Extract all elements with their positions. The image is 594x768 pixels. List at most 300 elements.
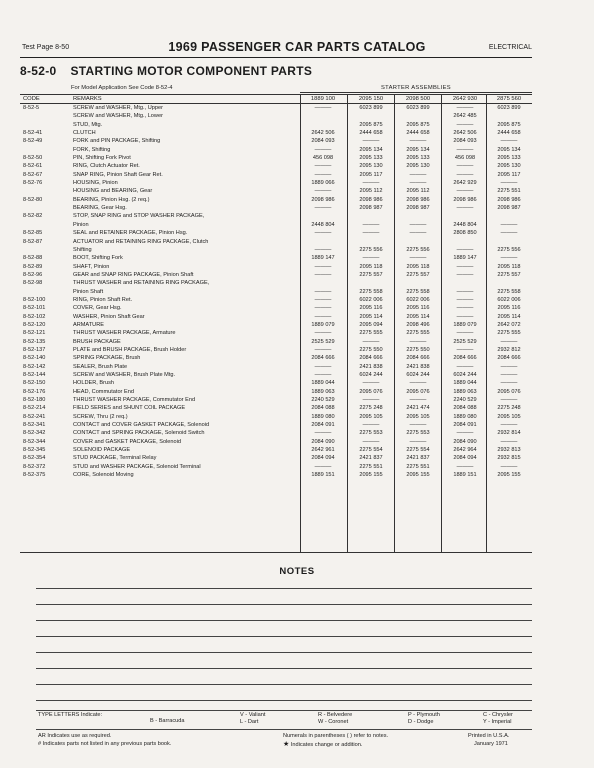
- type-letter-v: V - Valiant: [240, 712, 266, 718]
- part-code: 8-52-372: [23, 463, 46, 470]
- table-row: [20, 162, 532, 170]
- part-remarks: Pinion Shaft: [73, 288, 104, 295]
- print-date: January 1971: [474, 741, 508, 747]
- part-code: 8-52-345: [23, 447, 46, 454]
- part-no-2642-930: ———: [456, 430, 474, 437]
- part-no-2095-150: ———: [362, 221, 380, 228]
- part-no-2875-560: 2275 248: [497, 405, 521, 412]
- part-remarks: SEALER, Brush Plate: [73, 363, 128, 370]
- type-letter-y: Y - Imperial: [483, 719, 512, 725]
- part-code: 8-52-89: [23, 263, 43, 270]
- part-no-2095-150: ———: [362, 180, 380, 187]
- numerals-note: Numerals in parentheses ( ) refer to notes.: [283, 733, 389, 739]
- part-no-2642-930: 456 098: [454, 155, 476, 162]
- part-no-1889-100: ———: [314, 463, 332, 470]
- part-no-2875-560: 2095 134: [497, 146, 521, 153]
- part-code: 8-52-241: [23, 413, 46, 420]
- part-no-2642-930: ———: [456, 146, 474, 153]
- part-no-2095-150: 2095 094: [359, 321, 383, 328]
- ar-note: AR Indicates use as required.: [38, 733, 112, 739]
- part-no-2642-930: 2642 485: [453, 113, 477, 120]
- col-header-1889-100: 1889 100: [310, 96, 336, 102]
- part-no-2875-560: 2444 658: [497, 130, 521, 137]
- part-no-2095-150: 2095 133: [359, 155, 383, 162]
- table-row: [20, 212, 532, 220]
- part-remarks: WASHER, Pinion Shaft Gear: [73, 313, 145, 320]
- col-header-2098-500: 2098 500: [405, 96, 431, 102]
- part-no-2095-150: 2095 114: [359, 313, 383, 320]
- part-no-2875-560: ———: [500, 372, 518, 378]
- table-row: [20, 413, 532, 421]
- table-row: [20, 204, 532, 212]
- part-remarks: FORK, Shifting: [73, 146, 111, 153]
- part-no-2095-150: 2095 155: [359, 472, 383, 479]
- part-no-2098-500: 2095 134: [406, 146, 430, 153]
- part-code: 8-52-50: [23, 155, 43, 162]
- table-row: [20, 321, 532, 329]
- table-row: [20, 396, 532, 404]
- part-no-2642-930: 2098 986: [453, 196, 477, 203]
- note-line: [36, 668, 532, 669]
- table-row: [20, 121, 532, 129]
- part-no-1889-100: 2084 091: [311, 422, 335, 429]
- part-no-2095-150: 2095 076: [359, 388, 383, 395]
- part-no-2875-560: 2275 556: [497, 246, 521, 253]
- table-row: [20, 438, 532, 446]
- part-no-2095-150: 2275 556: [359, 246, 383, 253]
- part-no-2095-150: 2275 550: [359, 346, 383, 353]
- printed-note: Printed in U.S.A.: [468, 733, 510, 739]
- part-no-2642-930: 1889 147: [453, 255, 477, 262]
- part-no-2098-500: 2275 551: [406, 463, 430, 470]
- notes-title: NOTES: [279, 566, 315, 577]
- part-no-2098-500: 2095 076: [406, 388, 430, 395]
- part-no-2875-560: 2095 130: [497, 163, 521, 170]
- part-no-2875-560: 2098 987: [497, 205, 521, 212]
- part-no-2095-150: ———: [362, 230, 380, 237]
- part-no-1889-100: ———: [314, 163, 332, 170]
- part-no-2098-500: 2275 553: [406, 430, 430, 437]
- table-row: [20, 271, 532, 279]
- part-code: 8-52-140: [23, 355, 46, 362]
- part-no-2095-150: 6023 899: [359, 105, 383, 111]
- part-no-2095-150: 2275 554: [359, 447, 383, 454]
- part-no-2642-930: 2084 091: [453, 422, 477, 429]
- part-no-1889-100: ———: [314, 305, 332, 312]
- part-no-2642-930: ———: [456, 463, 474, 470]
- part-remarks: GEAR and SNAP RING PACKAGE, Pinion Shaft: [73, 271, 194, 278]
- part-no-2875-560: 2095 118: [497, 263, 521, 270]
- type-letter-d: D - Dodge: [408, 719, 434, 725]
- part-no-1889-100: ———: [314, 230, 332, 237]
- part-no-2098-500: 2275 558: [406, 288, 430, 295]
- part-code: 8-52-354: [23, 455, 46, 462]
- part-no-2095-150: 2275 557: [359, 271, 383, 278]
- part-no-2095-150: 2095 117: [359, 171, 383, 178]
- part-remarks: THRUST WASHER PACKAGE, Armature: [73, 330, 176, 337]
- part-no-2095-150: 2095 116: [359, 305, 383, 312]
- part-remarks: ARMATURE: [73, 321, 104, 328]
- part-no-2875-560: 2932 812: [497, 346, 521, 353]
- type-letter-p: P - Plymouth: [408, 712, 440, 718]
- part-no-2095-150: ———: [362, 438, 380, 445]
- part-no-2642-930: 2642 964: [453, 447, 477, 454]
- part-no-1889-100: 1889 079: [311, 321, 335, 328]
- star-note: [283, 741, 362, 749]
- part-no-1889-100: ———: [314, 288, 332, 295]
- part-no-2642-930: ———: [456, 121, 474, 128]
- table-row: [20, 388, 532, 396]
- part-no-2095-150: 2095 112: [359, 188, 383, 195]
- part-no-2875-560: 2095 114: [497, 313, 521, 320]
- table-row: [20, 379, 532, 387]
- part-no-2098-500: 6024 244: [406, 372, 430, 378]
- part-code: 8-52-76: [23, 180, 43, 187]
- part-no-2095-150: 2275 553: [359, 430, 383, 437]
- part-remarks: BOOT, Shifting Fork: [73, 255, 123, 262]
- section-heading: [20, 64, 312, 78]
- part-remarks: COVER, Gear Hsg.: [73, 305, 122, 312]
- part-no-2875-560: 2095 117: [497, 171, 521, 178]
- part-remarks: HOLDER, Brush: [73, 380, 115, 387]
- part-remarks: RING, Clutch Actuator Ret.: [73, 163, 140, 170]
- part-no-2095-150: ———: [362, 380, 380, 387]
- part-code: 8-52-67: [23, 171, 43, 178]
- part-no-1889-100: 456 098: [312, 155, 334, 162]
- part-no-2642-930: 1889 151: [453, 472, 477, 479]
- part-no-2875-560: ———: [500, 138, 518, 145]
- part-no-2642-930: 2084 088: [453, 405, 477, 412]
- part-remarks: FIELD SERIES and SHUNT COIL PACKAGE: [73, 405, 186, 412]
- part-no-2098-500: ———: [409, 397, 427, 404]
- part-no-2095-150: ———: [362, 422, 380, 429]
- part-code: 8-52-342: [23, 430, 46, 437]
- table-row: [20, 196, 532, 204]
- col-header-2642-930: 2642 930: [452, 96, 478, 102]
- part-no-2098-500: 2095 875: [406, 121, 430, 128]
- starter-assemblies-label: STARTER ASSEMBLIES: [381, 85, 451, 91]
- part-remarks: CONTACT and SPRING PACKAGE, Solenoid Switch: [73, 430, 205, 437]
- part-no-2875-560: ———: [500, 380, 518, 387]
- table-row: [20, 363, 532, 371]
- part-no-2095-150: 2095 875: [359, 121, 383, 128]
- part-no-2098-500: 2095 116: [406, 305, 430, 312]
- part-no-2095-150: 2275 551: [359, 463, 383, 470]
- part-code: 8-52-102: [23, 313, 46, 320]
- part-remarks: SNAP RING, Pinion Shaft Gear Ret.: [73, 171, 163, 178]
- part-no-1889-100: 1889 066: [311, 180, 335, 187]
- part-no-2875-560: ———: [500, 255, 518, 262]
- part-no-2642-930: ———: [456, 271, 474, 278]
- part-remarks: HOUSING and BEARING, Gear: [73, 188, 153, 195]
- part-no-2098-500: 2084 666: [406, 355, 430, 362]
- table-row: [20, 304, 532, 312]
- part-no-2875-560: 2932 813: [497, 447, 521, 454]
- part-no-2642-930: ———: [456, 188, 474, 195]
- part-no-2098-500: ———: [409, 138, 427, 145]
- part-no-2098-500: 2275 554: [406, 447, 430, 454]
- header-rule: [20, 57, 532, 58]
- part-remarks: CORE, Solenoid Moving: [73, 472, 134, 479]
- part-no-2642-930: 2448 804: [453, 221, 477, 228]
- part-no-2098-500: ———: [409, 171, 427, 178]
- part-no-2875-560: 2095 875: [497, 121, 521, 128]
- table-row: [20, 254, 532, 262]
- part-code: 8-52-98: [23, 280, 43, 287]
- note-line: [36, 684, 532, 685]
- part-no-2875-560: 2095 116: [497, 305, 521, 312]
- table-row: [20, 296, 532, 304]
- part-no-2098-500: 2095 155: [406, 472, 430, 479]
- part-no-2642-930: ———: [456, 171, 474, 178]
- part-no-1889-100: 2084 093: [311, 138, 335, 145]
- part-remarks: CLUTCH: [73, 130, 96, 137]
- table-row: [20, 187, 532, 195]
- part-code: 8-52-142: [23, 363, 46, 370]
- part-no-2642-930: 2642 506: [453, 130, 477, 137]
- col-header-2095-150: 2095 150: [358, 96, 384, 102]
- part-no-2095-150: 2095 105: [359, 413, 383, 420]
- part-no-2098-500: 2095 114: [406, 313, 430, 320]
- part-no-2095-150: 2421 838: [359, 363, 383, 370]
- part-no-2098-500: 2275 556: [406, 246, 430, 253]
- part-code: 8-52-61: [23, 163, 43, 170]
- part-no-2875-560: 6023 899: [497, 105, 521, 111]
- section-label: ELECTRICAL: [488, 44, 532, 51]
- type-letter-l: L - Dart: [240, 719, 259, 725]
- note-line: [36, 636, 532, 637]
- part-no-2095-150: ———: [362, 338, 380, 345]
- part-no-1889-100: 2084 090: [311, 438, 335, 445]
- part-no-2095-150: 2095 130: [359, 163, 383, 170]
- part-no-1889-100: 2084 088: [311, 405, 335, 412]
- part-no-2875-560: ———: [500, 422, 518, 429]
- part-no-1889-100: ———: [314, 430, 332, 437]
- part-no-1889-100: 1889 151: [311, 472, 335, 479]
- part-no-1889-100: ———: [314, 372, 332, 378]
- part-no-2642-930: 6024 244: [453, 372, 477, 378]
- part-code: 8-52-144: [23, 372, 46, 378]
- part-no-1889-100: ———: [314, 346, 332, 353]
- part-remarks: STUD, Mtg.: [73, 121, 103, 128]
- part-no-1889-100: ———: [314, 146, 332, 153]
- part-remarks: BEARING, Pinion Hsg. (2 req.): [73, 196, 150, 203]
- part-code: 8-52-375: [23, 472, 46, 479]
- part-remarks: Pinion: [73, 221, 89, 228]
- table-row: [20, 288, 532, 296]
- part-no-1889-100: 2084 666: [311, 355, 335, 362]
- part-no-2875-560: ———: [500, 180, 518, 187]
- part-remarks: RING, Pinion Shaft Ret.: [73, 296, 133, 303]
- part-no-1889-100: ———: [314, 271, 332, 278]
- part-no-2875-560: ———: [500, 230, 518, 237]
- part-no-1889-100: 2098 986: [311, 196, 335, 203]
- part-no-2095-150: ———: [362, 138, 380, 145]
- col-header-code: CODE: [23, 96, 40, 102]
- type-letters-label: TYPE LETTERS Indicate:: [38, 712, 103, 718]
- catalog-title: 1969 PASSENGER CAR PARTS CATALOG: [168, 40, 426, 54]
- table-row: [20, 179, 532, 187]
- part-no-1889-100: ———: [314, 105, 332, 111]
- part-remarks: PLATE and BRUSH PACKAGE, Brush Holder: [73, 346, 187, 353]
- part-no-2875-560: 2275 551: [497, 188, 521, 195]
- part-no-2875-560: 2932 815: [497, 455, 521, 462]
- part-no-2642-930: 2525 529: [453, 338, 477, 345]
- part-no-2642-930: 1889 080: [453, 413, 477, 420]
- part-remarks: SCREW and WASHER, Mtg., Lower: [73, 113, 163, 120]
- part-no-2098-500: ———: [409, 380, 427, 387]
- part-remarks: FORK and PIN PACKAGE, Shifting: [73, 138, 161, 145]
- part-no-1889-100: ———: [314, 246, 332, 253]
- part-no-2095-150: ———: [362, 397, 380, 404]
- part-no-2095-150: 2098 987: [359, 205, 383, 212]
- table-row: [20, 404, 532, 412]
- starter-rule: [300, 92, 532, 93]
- part-no-1889-100: 1889 063: [311, 388, 335, 395]
- part-no-2095-150: 2444 658: [359, 130, 383, 137]
- section-number: 8-52-0: [20, 64, 57, 78]
- table-row: [20, 429, 532, 437]
- note-line: [36, 700, 532, 701]
- table-row: [20, 371, 532, 379]
- part-remarks: STOP, SNAP RING and STOP WASHER PACKAGE,: [73, 213, 205, 220]
- part-no-2098-500: ———: [409, 338, 427, 345]
- part-no-2098-500: 2095 112: [406, 188, 430, 195]
- part-code: 8-52-121: [23, 330, 46, 337]
- part-no-1889-100: 1889 044: [311, 380, 335, 387]
- part-no-2642-930: 2084 090: [453, 438, 477, 445]
- part-code: 8-52-85: [23, 230, 43, 237]
- part-remarks: BEARING, Gear Hsg.: [73, 205, 127, 212]
- part-no-2095-150: 6024 244: [359, 372, 383, 378]
- part-no-2875-560: 2095 155: [497, 472, 521, 479]
- part-no-2642-930: 2240 529: [453, 397, 477, 404]
- part-no-2098-500: ———: [409, 422, 427, 429]
- table-row: [20, 146, 532, 154]
- part-no-2875-560: 2095 076: [497, 388, 521, 395]
- table-row: [20, 154, 532, 162]
- note-line: [36, 604, 532, 605]
- table-row: [20, 354, 532, 362]
- part-no-2875-560: 2098 986: [497, 196, 521, 203]
- part-remarks: CONTACT and COVER GASKET PACKAGE, Solenoid: [73, 422, 210, 429]
- table-row: [20, 112, 532, 120]
- part-no-2095-150: 2421 837: [359, 455, 383, 462]
- footer-rule: [36, 710, 532, 711]
- part-no-1889-100: ———: [314, 263, 332, 270]
- part-no-2098-500: 2421 474: [406, 405, 430, 412]
- part-code: 8-52-137: [23, 346, 46, 353]
- part-remarks: COVER and GASKET PACKAGE, Solenoid: [73, 438, 181, 445]
- table-row: [20, 221, 532, 229]
- table-row: [20, 454, 532, 462]
- part-code: 8-52-150: [23, 380, 46, 387]
- part-code: 8-52-135: [23, 338, 46, 345]
- table-row: [20, 279, 532, 287]
- table-row: [20, 263, 532, 271]
- part-remarks: THRUST WASHER and RETAINING RING PACKAGE,: [73, 280, 210, 287]
- table-row: [20, 238, 532, 246]
- part-no-2098-500: 2275 555: [406, 330, 430, 337]
- table-row: [20, 137, 532, 145]
- part-no-2098-500: ———: [409, 255, 427, 262]
- part-no-2875-560: 2275 558: [497, 288, 521, 295]
- part-no-2098-500: 2098 986: [406, 196, 430, 203]
- table-row: [20, 313, 532, 321]
- model-application-note: For Model Application See Code 8-52-4: [71, 85, 173, 91]
- part-no-2642-930: ———: [456, 105, 474, 111]
- hash-note: # Indicates parts not listed in any previous parts book.: [38, 741, 172, 747]
- table-row: [20, 246, 532, 254]
- part-no-1889-100: ———: [314, 205, 332, 212]
- part-no-2098-500: ———: [409, 221, 427, 228]
- part-no-2095-150: 2275 248: [359, 405, 383, 412]
- part-code: 8-52-344: [23, 438, 46, 445]
- part-no-2098-500: 6023 899: [406, 105, 430, 111]
- part-no-1889-100: 2642 506: [311, 130, 335, 137]
- table-row: [20, 346, 532, 354]
- part-no-2642-930: 2642 929: [453, 180, 477, 187]
- table-row: [20, 463, 532, 471]
- part-no-2642-930: ———: [456, 330, 474, 337]
- col-header-remarks: REMARKS: [73, 96, 102, 102]
- part-no-2098-500: 2098 496: [406, 321, 430, 328]
- part-no-2642-930: ———: [456, 263, 474, 270]
- col-header-2875-560: 2875 560: [496, 96, 522, 102]
- part-no-2095-150: 2084 666: [359, 355, 383, 362]
- part-code: 8-52-180: [23, 397, 46, 404]
- part-remarks: STUD PACKAGE, Terminal Relay: [73, 455, 157, 462]
- part-remarks: PIN, Shifting Fork Pivot: [73, 155, 131, 162]
- part-no-2095-150: 2098 986: [359, 196, 383, 203]
- part-no-2875-560: ———: [500, 221, 518, 228]
- part-no-1889-100: ———: [314, 188, 332, 195]
- part-no-2875-560: 2275 555: [497, 330, 521, 337]
- part-no-2875-560: ———: [500, 363, 518, 370]
- part-no-2098-500: ———: [409, 438, 427, 445]
- part-remarks: SCREW, Thru (2 req.): [73, 413, 128, 420]
- table-row: [20, 229, 532, 237]
- part-remarks: SPRING PACKAGE, Brush: [73, 355, 141, 362]
- part-remarks: HOUSING, Pinion: [73, 180, 118, 187]
- part-no-1889-100: ———: [314, 330, 332, 337]
- part-remarks: Shifting: [73, 246, 92, 253]
- part-code: 8-52-101: [23, 305, 46, 312]
- part-no-2875-560: 2095 133: [497, 155, 521, 162]
- part-no-2642-930: ———: [456, 346, 474, 353]
- part-code: 8-52-120: [23, 321, 46, 328]
- part-no-1889-100: ———: [314, 296, 332, 303]
- part-no-2642-930: 2084 666: [453, 355, 477, 362]
- type-letter-r: R - Belvedere: [318, 712, 353, 718]
- part-code: 8-52-82: [23, 213, 43, 220]
- part-no-2098-500: 2421 838: [406, 363, 430, 370]
- test-page-label: Test Page 8-50: [22, 44, 70, 51]
- part-code: 8-52-5: [23, 105, 40, 111]
- part-no-2642-930: 2808 850: [453, 230, 477, 237]
- part-no-2875-560: 2084 666: [497, 355, 521, 362]
- footer-rule: [36, 729, 532, 730]
- star-note-text: Indicates change or addition.: [290, 742, 363, 748]
- star-icon: ★: [283, 741, 290, 748]
- part-no-2098-500: 2275 550: [406, 346, 430, 353]
- table-row: [20, 171, 532, 179]
- part-no-2875-560: ———: [500, 397, 518, 404]
- part-no-1889-100: 1889 147: [311, 255, 335, 262]
- part-no-2642-930: ———: [456, 288, 474, 295]
- part-no-1889-100: 2448 804: [311, 221, 335, 228]
- part-no-2098-500: 2421 837: [406, 455, 430, 462]
